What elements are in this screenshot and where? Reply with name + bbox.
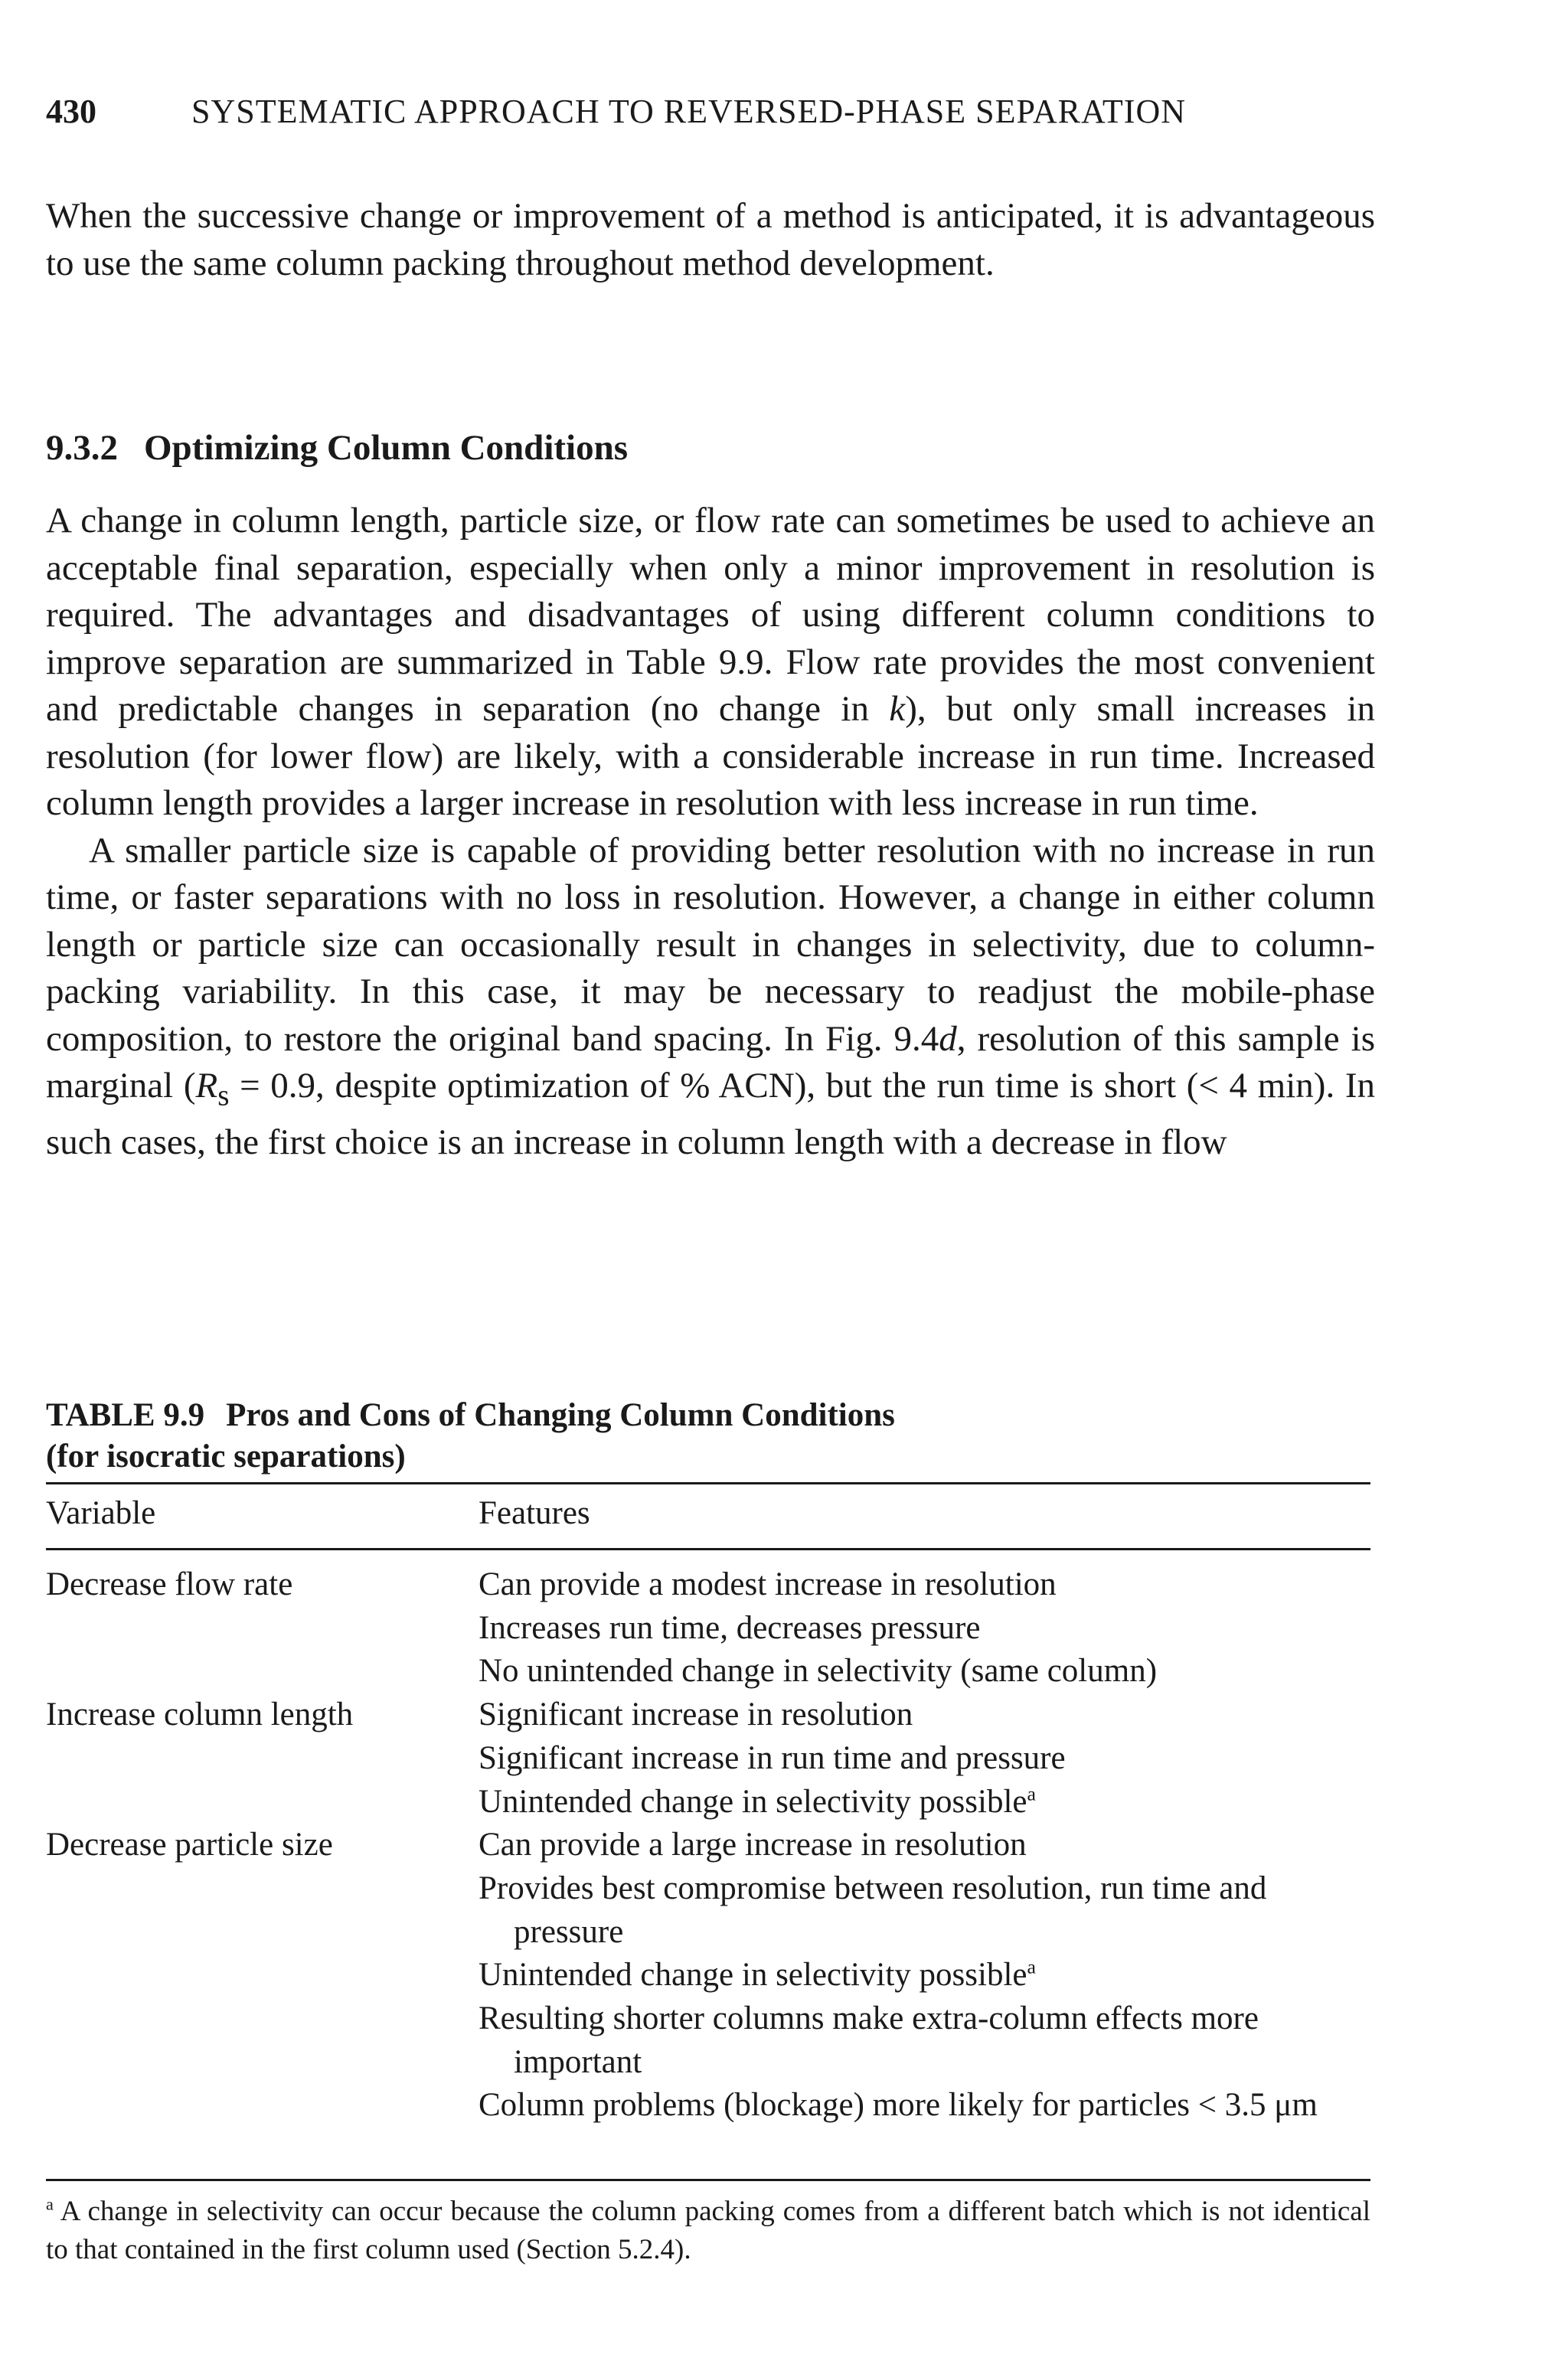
- table-bottom-rule: [46, 2179, 1370, 2181]
- feature-item: [479, 1824, 1370, 1867]
- table-row: [46, 1824, 1370, 2128]
- feature-item: [479, 1954, 1370, 1997]
- table-cell-variable: Decrease particle size: [46, 1827, 333, 1863]
- feature-item: [479, 1997, 1370, 2084]
- table-caption: [46, 1395, 895, 1478]
- feature-text: Can provide a large increase in resolution: [479, 1827, 1027, 1863]
- footnote-marker: a: [1027, 1782, 1036, 1805]
- paragraph-1-k: k: [889, 689, 906, 729]
- footnote-marker: a: [1027, 1956, 1036, 1978]
- table-body: [46, 1563, 1370, 2128]
- table-top-rule: [46, 1482, 1370, 1484]
- feature-item: [479, 1563, 1370, 1607]
- section-body: [46, 498, 1375, 1166]
- table-cell-features: [479, 1563, 1370, 1693]
- table-header-rule: [46, 1548, 1370, 1550]
- table-label: TABLE 9.9: [46, 1397, 205, 1433]
- feature-item: [479, 1867, 1370, 1954]
- paragraph-2-d: d: [939, 1018, 957, 1059]
- feature-text: Significant increase in run time and pressure: [479, 1739, 1066, 1776]
- feature-item: [479, 1650, 1370, 1693]
- paragraph-2-text-b: , resolution of this sample is marginal (: [46, 1018, 1376, 1105]
- table-footnote: [46, 2193, 1370, 2269]
- section-number: 9.3.2: [46, 428, 118, 468]
- feature-text: Provides best compromise between resolution, run time and pressure: [479, 1870, 1267, 1950]
- paragraph-2-sub: s: [217, 1079, 230, 1112]
- feature-item: [479, 1781, 1370, 1824]
- feature-text: Increases run time, decreases pressure: [479, 1609, 981, 1646]
- feature-item: [479, 1607, 1370, 1651]
- feature-text: Column problems (blockage) more likely for particles < 3.5 μm: [479, 2087, 1318, 2124]
- paragraph-2: [46, 828, 1375, 1167]
- page-number: 430: [46, 93, 96, 130]
- feature-text: Resulting shorter columns make extra-column effects more important: [479, 2000, 1259, 2080]
- feature-text: Unintended change in selectivity possible: [479, 1783, 1027, 1820]
- section-title: Optimizing Column Conditions: [144, 428, 629, 468]
- feature-item: [479, 2084, 1370, 2128]
- running-title: SYSTEMATIC APPROACH TO REVERSED-PHASE SEPARATION: [191, 93, 1186, 130]
- paragraph-1-text-b: ), but only small increases in resolution (for lower flow) are likely, with a considerable increase in run time. Increased column length provides a larger increase in resolution with less increase in run time.: [46, 689, 1375, 823]
- paragraph-2-text-c: = 0.9, despite optimization of % ACN), but the run time is short (< 4 min). In such cases, the first choice is an increase in column length with a decrease in flow: [46, 1066, 1375, 1162]
- footnote-mark: a: [46, 2194, 54, 2214]
- intro-paragraph: When the successive change or improvement of a method is anticipated, it is advantageous to use the same column packing throughout method development.: [46, 196, 1375, 283]
- table-title: Pros and Cons of Changing Column Conditions: [226, 1397, 895, 1433]
- running-head: [46, 90, 1378, 133]
- paragraph-2-R: R: [195, 1066, 218, 1105]
- table-row: [46, 1693, 1370, 1824]
- section-heading: [46, 425, 628, 471]
- table-cell-variable: Decrease flow rate: [46, 1566, 293, 1602]
- feature-item: [479, 1693, 1370, 1737]
- feature-text: No unintended change in selectivity (same column): [479, 1653, 1158, 1690]
- table-subtitle: (for isocratic separations): [46, 1439, 406, 1475]
- feature-text: Significant increase in resolution: [479, 1697, 913, 1733]
- footnote-text: A change in selectivity can occur because the column packing comes from a different batch which is not identical to that contained in the first column used (Section 5.2.4).: [46, 2196, 1370, 2265]
- paragraph-2-text-a: A smaller particle size is capable of providing better resolution with no increase in run time, or faster separations with no loss in resolution. However, a change in either column length or particle size can occasionally result in changes in selectivity, due to column-packing variability. In this case, it may be necessary to readjust the mobile-phase composition, to restore the original band spacing. In Fig. 9.4: [46, 830, 1375, 1059]
- table-cell-features: [479, 1824, 1370, 2128]
- table-cell-variable: Increase column length: [46, 1697, 354, 1733]
- table-row: [46, 1563, 1370, 1693]
- table-header-features: Features: [479, 1495, 590, 1531]
- feature-text: Unintended change in selectivity possible: [479, 1957, 1027, 1994]
- paragraph-1-text-a: A change in column length, particle size, or flow rate can sometimes be used to achieve an acceptable final separation, especially when only a minor improvement in resolution is required. The advantages and disadvantages of using different column conditions to improve separation are summarized in Table 9.9. Flow rate provides the most convenient and predictable changes in separation (no change in: [46, 501, 1375, 729]
- feature-text: Can provide a modest increase in resolution: [479, 1566, 1057, 1602]
- intro-paragraph-block: [46, 193, 1375, 287]
- table-header-variable: Variable: [46, 1495, 156, 1531]
- table-cell-features: [479, 1693, 1370, 1824]
- paragraph-1: [46, 498, 1375, 828]
- feature-item: [479, 1737, 1370, 1781]
